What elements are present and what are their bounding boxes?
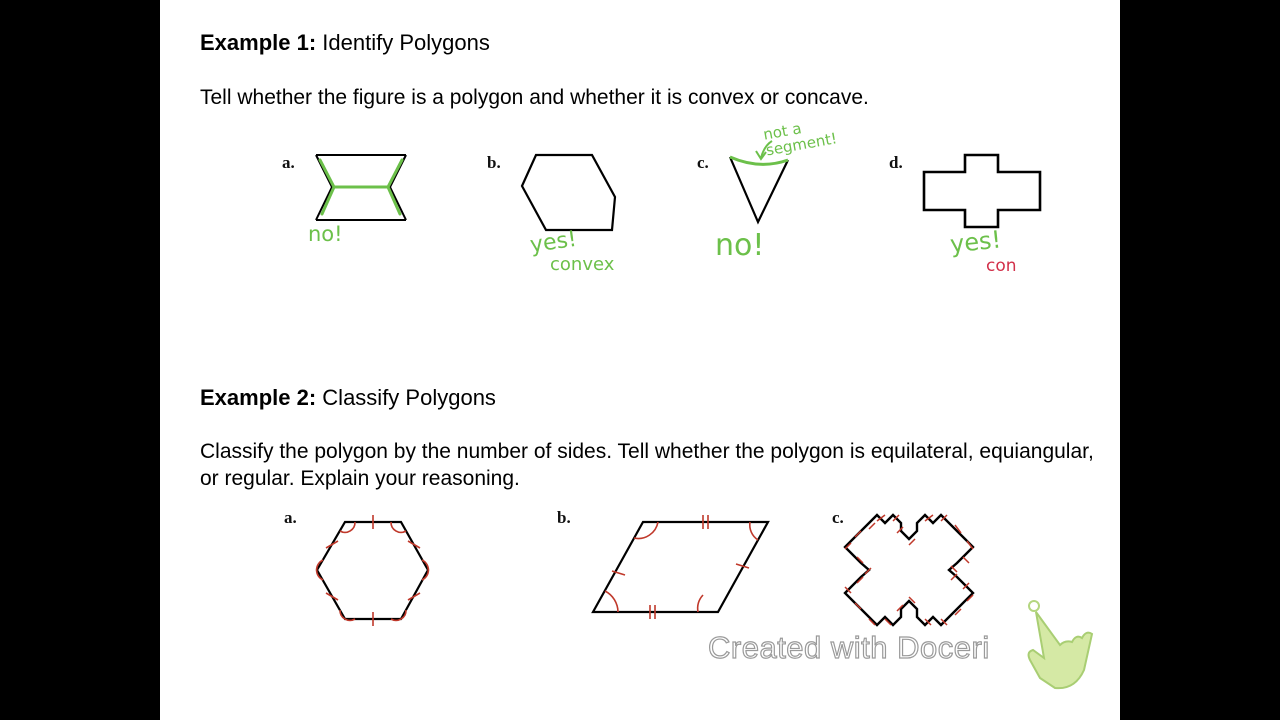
ex1-figure-c-note: not a segment! xyxy=(761,119,839,160)
ex2-figures-drawing xyxy=(160,0,1120,720)
ex1-figure-d-label: d. xyxy=(889,153,903,172)
ex2-figure-b-label: b. xyxy=(557,508,571,527)
ex2-figure-a-label: a. xyxy=(284,508,297,527)
doceri-hand-icon xyxy=(1029,601,1092,688)
example2-heading-bold: Example 2: xyxy=(200,385,317,410)
worksheet-page xyxy=(160,0,1120,720)
example2-instruction: Classify the polygon by the number of sides. Tell whether the polygon is equilateral, equiangular, or regular. Explain your reasoning. xyxy=(200,440,1094,490)
ex1-figure-c-annotation: no! xyxy=(715,228,765,263)
ex2-figure-c-shape xyxy=(845,515,976,643)
example1-heading-title: Identify Polygons xyxy=(322,30,490,55)
ex1-figure-d-annotation2: con xyxy=(986,256,1017,276)
example2-heading-title: Classify Polygons xyxy=(322,385,496,410)
example1-heading-bold: Example 1: xyxy=(200,30,317,55)
ex1-figure-a-label: a. xyxy=(282,153,295,172)
ex1-figure-b-label: b. xyxy=(487,153,501,172)
ex1-figure-a-annotation: no! xyxy=(308,222,343,246)
ex1-figure-d-annotation: yes! xyxy=(948,225,1003,259)
ex1-figure-c-label: c. xyxy=(697,153,709,172)
doceri-watermark: Created with Doceri xyxy=(708,630,990,665)
example1-instruction: Tell whether the figure is a polygon and whether it is convex or concave. xyxy=(200,86,869,109)
ex2-figure-a-shape xyxy=(317,515,429,626)
ex1-figure-b-annotation: yes! xyxy=(528,226,579,259)
ex2-figure-c-label: c. xyxy=(832,508,844,527)
ex2-figure-b-shape xyxy=(593,515,768,619)
ex1-figure-b-annotation2: convex xyxy=(550,254,615,275)
